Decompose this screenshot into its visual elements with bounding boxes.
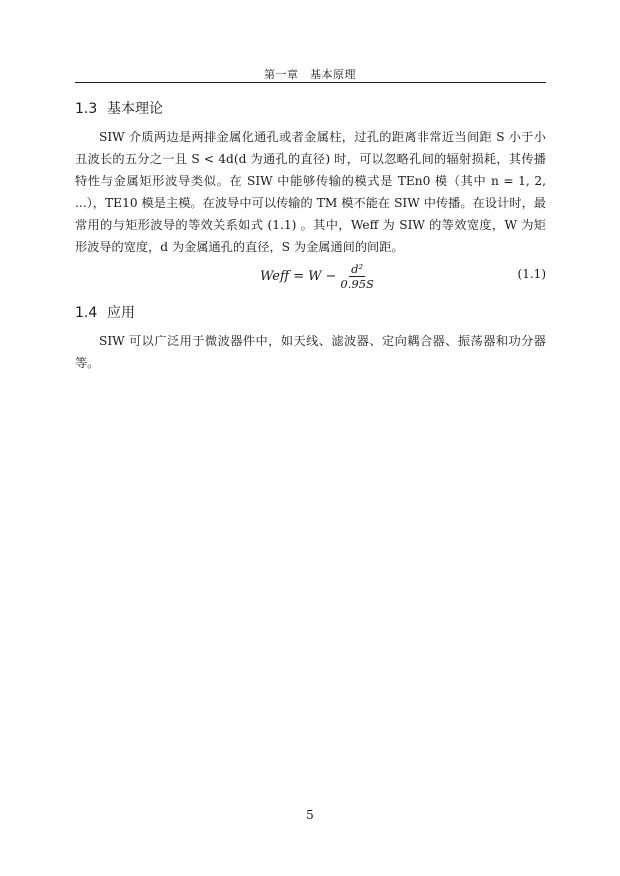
equation-equals: = (293, 269, 305, 284)
section-1-3 (75, 98, 546, 258)
equation-minus: − (325, 269, 337, 284)
equation-lhs: Weff (260, 269, 290, 284)
equation-label: (1.1) (517, 267, 546, 281)
section-heading (75, 98, 546, 118)
fraction-denominator: 0.95S (340, 277, 374, 291)
body-paragraph: SIW 介质两边是两排金属化通孔或者金属柱，过孔的距离非常近当间距 S 小于小丑波长的五分之一且 S < 4d(d 为通孔的直径) 时，可以忽略孔间的辐射损耗，其传播特性与金属矩形波导类似。在 SIW 中能够传输的模式是 TEn0 模（其中 n = 1, 2, ...），TE10 模是主模。在波导中可以传输的 TM 模不能在 SIW 中传播。在设计时，最常用的与矩形波导的等效关系如式 (1.1) 。其中，Weff 为 SIW 的等效宽度，W 为矩形波导的宽度，d 为金属通孔的直径，S 为金属通间的间距。 (75, 130, 546, 254)
equation-1-1 (75, 258, 546, 292)
running-head: 第一章 基本原理 (264, 68, 356, 81)
section-heading (75, 302, 546, 322)
equation-rhs-term: W (308, 269, 322, 284)
page-number: 5 (306, 808, 314, 822)
fraction-numerator: d² (351, 262, 364, 276)
equation-fraction (340, 262, 373, 291)
section-number: 1.4 (75, 305, 98, 321)
section-title: 基本理论 (107, 101, 163, 117)
equation-body (260, 262, 374, 291)
section-1-4 (75, 302, 546, 374)
section-number: 1.3 (75, 101, 98, 117)
header-rule (75, 82, 546, 83)
body-paragraph: SIW 可以广泛用于微波器件中，如天线、滤波器、定向耦合器、振荡器和功分器等。 (75, 334, 546, 370)
section-title: 应用 (107, 305, 135, 321)
